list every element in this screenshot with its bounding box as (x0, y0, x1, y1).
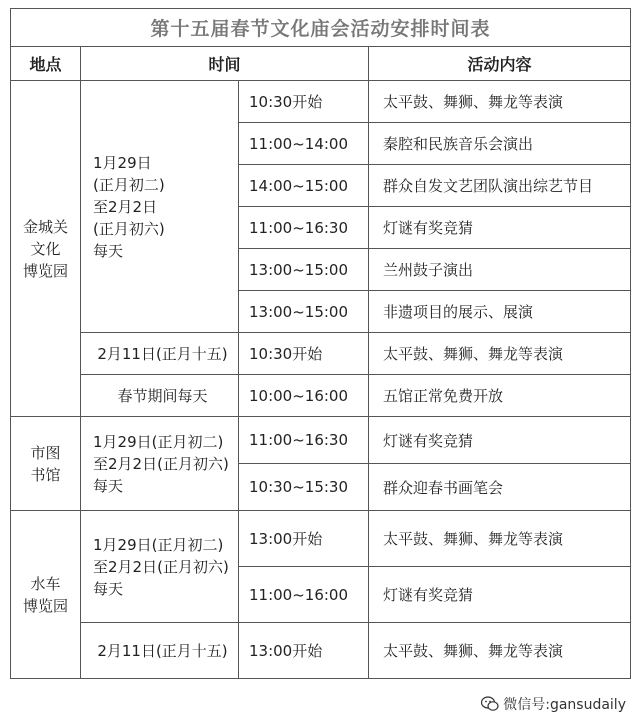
time-cell: 11:00~16:30 (239, 417, 369, 464)
header-time: 时间 (81, 47, 369, 81)
venue-line: 书馆 (30, 465, 61, 484)
activity-cell: 五馆正常免费开放 (369, 375, 631, 417)
table-row (11, 81, 631, 123)
date-line: 1月29日(正月初二) (93, 432, 224, 451)
header-content: 活动内容 (369, 47, 631, 81)
activity-cell: 非遗项目的展示、展演 (369, 291, 631, 333)
time-cell: 13:00~15:00 (239, 249, 369, 291)
table-row (11, 511, 631, 567)
time-cell: 10:30开始 (239, 333, 369, 375)
time-cell: 11:00~16:30 (239, 207, 369, 249)
activity-cell: 灯谜有奖竞猜 (369, 567, 631, 623)
header-row (11, 47, 631, 81)
activity-cell: 太平鼓、舞狮、舞龙等表演 (369, 623, 631, 679)
venue-cell (11, 417, 81, 511)
watermark (481, 694, 626, 714)
time-cell: 10:30开始 (239, 81, 369, 123)
date-cell (81, 511, 239, 623)
time-cell: 13:00开始 (239, 511, 369, 567)
time-cell: 11:00~14:00 (239, 123, 369, 165)
date-line: 至2月2日(正月初六) (93, 557, 229, 576)
time-cell: 13:00开始 (239, 623, 369, 679)
wechat-icon (481, 696, 499, 712)
date-line: 1月29日(正月初二) (93, 535, 224, 554)
date-line: 每天 (93, 476, 124, 495)
venue-cell (11, 81, 81, 417)
activity-cell: 秦腔和民族音乐会演出 (369, 123, 631, 165)
date-cell (81, 81, 239, 333)
date-line: 2月11日(正月十五) (97, 344, 228, 363)
activity-cell: 群众迎春书画笔会 (369, 464, 631, 511)
date-line: 每天 (93, 241, 124, 260)
activity-cell: 兰州鼓子演出 (369, 249, 631, 291)
title-row (11, 9, 631, 47)
date-line: (正月初二) (93, 175, 165, 194)
table-row (11, 623, 631, 679)
activity-cell: 太平鼓、舞狮、舞龙等表演 (369, 333, 631, 375)
activity-cell: 灯谜有奖竞猜 (369, 207, 631, 249)
venue-line: 文化 (30, 239, 61, 258)
activity-cell: 灯谜有奖竞猜 (369, 417, 631, 464)
activity-cell: 太平鼓、舞狮、舞龙等表演 (369, 81, 631, 123)
date-line: 至2月2日(正月初六) (93, 454, 229, 473)
time-cell: 13:00~15:00 (239, 291, 369, 333)
date-cell (81, 417, 239, 511)
venue-line: 博览园 (22, 596, 68, 615)
table-row (11, 417, 631, 464)
table-row (11, 333, 631, 375)
date-line: 1月29日 (93, 153, 152, 172)
date-line: 每天 (93, 579, 124, 598)
time-cell: 10:00~16:00 (239, 375, 369, 417)
date-cell (81, 333, 239, 375)
table-row (11, 375, 631, 417)
time-cell: 14:00~15:00 (239, 165, 369, 207)
date-line: 至2月2日 (93, 197, 158, 216)
time-cell: 11:00~16:00 (239, 567, 369, 623)
venue-line: 市图 (30, 443, 61, 462)
date-line: (正月初六) (93, 219, 165, 238)
venue-line: 博览园 (22, 261, 68, 280)
date-cell (81, 623, 239, 679)
schedule-table (10, 8, 631, 679)
venue-line: 金城关 (22, 217, 68, 236)
time-cell: 10:30~15:30 (239, 464, 369, 511)
activity-cell: 群众自发文艺团队演出综艺节目 (369, 165, 631, 207)
venue-line: 水车 (30, 574, 61, 593)
date-line: 2月11日(正月十五) (97, 641, 228, 660)
activity-cell: 太平鼓、舞狮、舞龙等表演 (369, 511, 631, 567)
date-line: 春节期间每天 (117, 386, 208, 405)
table-title: 第十五届春节文化庙会活动安排时间表 (11, 9, 631, 47)
watermark-text: 微信号:gansudaily (503, 697, 626, 713)
date-cell (81, 375, 239, 417)
header-place: 地点 (11, 47, 81, 81)
venue-cell (11, 511, 81, 679)
